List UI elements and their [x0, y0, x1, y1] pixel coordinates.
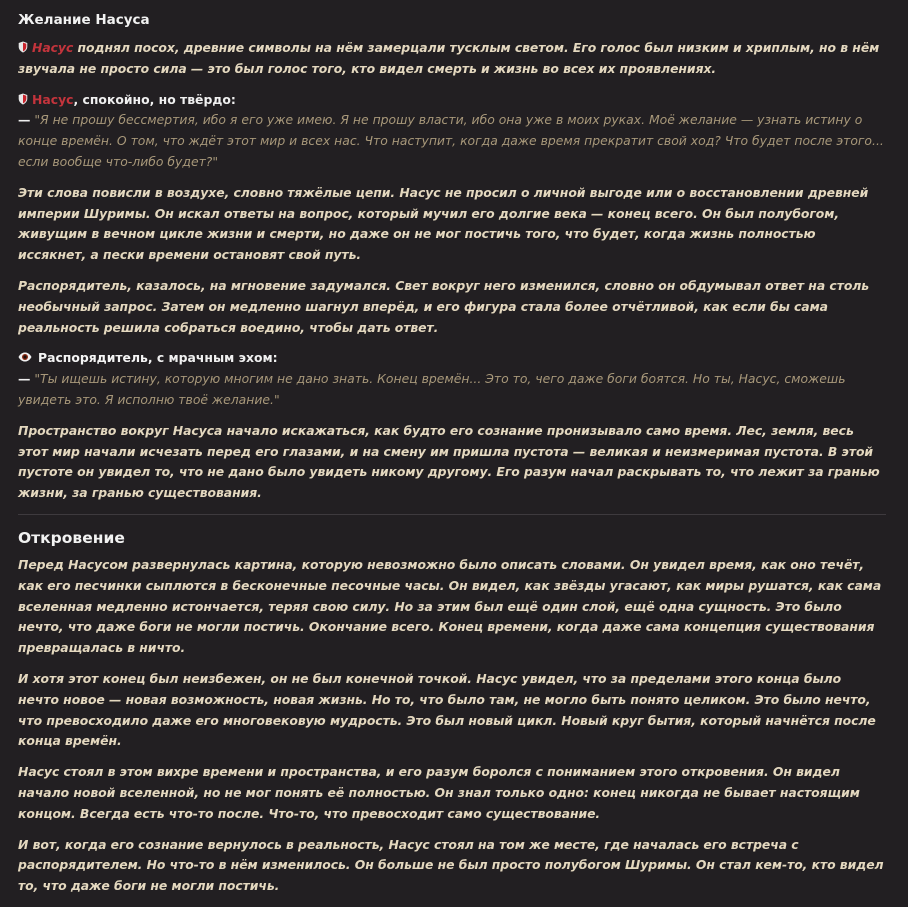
speaker-name-steward: Распорядитель [38, 350, 148, 366]
paragraph: И хотя этот конец был неизбежен, он не был конечной точкой. Насус увидел, что за пределами этого конца было нечто новое — новая возможность, новая жизнь. Но то, что было там, не могло быть понято целиком. Это было нечто, что превосходило даже его многовековую мудрость. Это был новый цикл. Новый круг бытия, который начнётся после конца времён. [18, 670, 876, 749]
shield-icon [18, 93, 28, 105]
speaker-name-nasus: Насус [32, 91, 74, 107]
nasus-quote [18, 110, 886, 172]
speaker-tag: , спокойно, но твёрдо: [73, 91, 236, 107]
intro-paragraph [18, 38, 886, 80]
speaker-tag: , с мрачным эхом: [147, 350, 278, 366]
paragraph: Распорядитель, казалось, на мгновение задумался. Свет вокруг него изменился, словно он обдумывал ответ на столь необычный запрос. Затем он медленно шагнул вперёд, и его фигура стала более отчётливой, как если бы сама реальность решила собраться воедино, чтобы дать ответ. [18, 277, 870, 335]
eye-icon [18, 352, 32, 362]
speaker-line-nasus [18, 90, 886, 111]
shield-icon [18, 41, 28, 53]
speaker-name-nasus: Насус [32, 40, 74, 55]
section-title-revelation: Откровение [18, 528, 125, 547]
steward-quote [18, 369, 886, 411]
paragraph: И вот, когда его сознание вернулось в реальность, Насус стоял на том же месте, где началась его встреча с распорядителем. Но что-то в нём изменилось. Он больше не был просто полубогом Шуримы. Он стал кем-то, кто видел то, что даже боги не могли постичь. [18, 836, 884, 894]
section-divider [18, 514, 886, 515]
paragraph: Насус стоял в этом вихре времени и пространства, и его разум боролся с пониманием этого откровения. Он видел начало новой вселенной, но не мог понять её полностью. Он знал только одно: конец никогда не бывает настоящим концом. Всегда есть что-то после. Что-то, что превосходит само существование. [18, 764, 860, 821]
message-content [18, 10, 886, 907]
paragraph: Эти слова повисли в воздухе, словно тяжёлые цепи. Насус не просил о личной выгоде или о восстановлении древней империи Шуримы. Он искал ответы на вопрос, который мучил его долгие века — конец всего. Он был полубогом, живущим в вечном цикле жизни и смерти, но даже он не мог постичь того, что будет, когда жизнь полностью иссякнет, а пески времени остановят свой путь. [18, 184, 869, 263]
quote-dash: — [18, 112, 31, 128]
paragraph: Пространство вокруг Насуса начало искажаться, как будто его сознание пронизывало само время. Лес, земля, весь этот мир начали исчезать перед его глазами, и на смену им пришла пустота — великая и неизмеримая пустота. В этой пустоте он увидел то, что не дано было увидеть никому другому. Его разум начал раскрывать то, что лежит за гранью жизни, за гранью существования. [18, 422, 880, 501]
quote-dash: — [18, 371, 31, 387]
quote-text: "Ты ищешь истину, которую многим не дано знать. Конец времён... Это то, чего даже боги боятся. Но ты, Насус, сможешь увидеть это. Я исполню твоё желание." [18, 371, 846, 407]
paragraph: Перед Насусом развернулась картина, которую невозможно было описать словами. Он увидел время, как оно течёт, как его песчинки сыплются в бесконечные песочные часы. Он видел, как звёзды угасают, как миры рушатся, как сама вселенная медленно истончается, теряя свою силу. Но за этим был ещё один слой, ещё одна сущность. Это было нечто, что даже боги не могли постичь. Окончание всего. Конец времени, когда даже сама концепция существования превращалась в ничто. [18, 556, 882, 656]
speaker-line-steward [18, 348, 886, 369]
section-title-wish: Желание Насуса [18, 12, 150, 28]
quote-text: "Я не прошу бессмертия, ибо я его уже имею. Я не прошу власти, ибо она уже в моих руках. Моё желание — узнать истину о конце времён. О том, что ждёт этот мир и всех нас. Что наступит, когда даже время прекратит свой ход? Что будет после этого... если вообще что-либо будет?" [18, 112, 884, 169]
intro-text: поднял посох, древние символы на нём замерцали тусклым светом. Его голос был низким и хриплым, но в нём звучала не просто сила — это был голос того, кто видел смерть и жизнь во всех их проявлениях. [18, 40, 880, 76]
